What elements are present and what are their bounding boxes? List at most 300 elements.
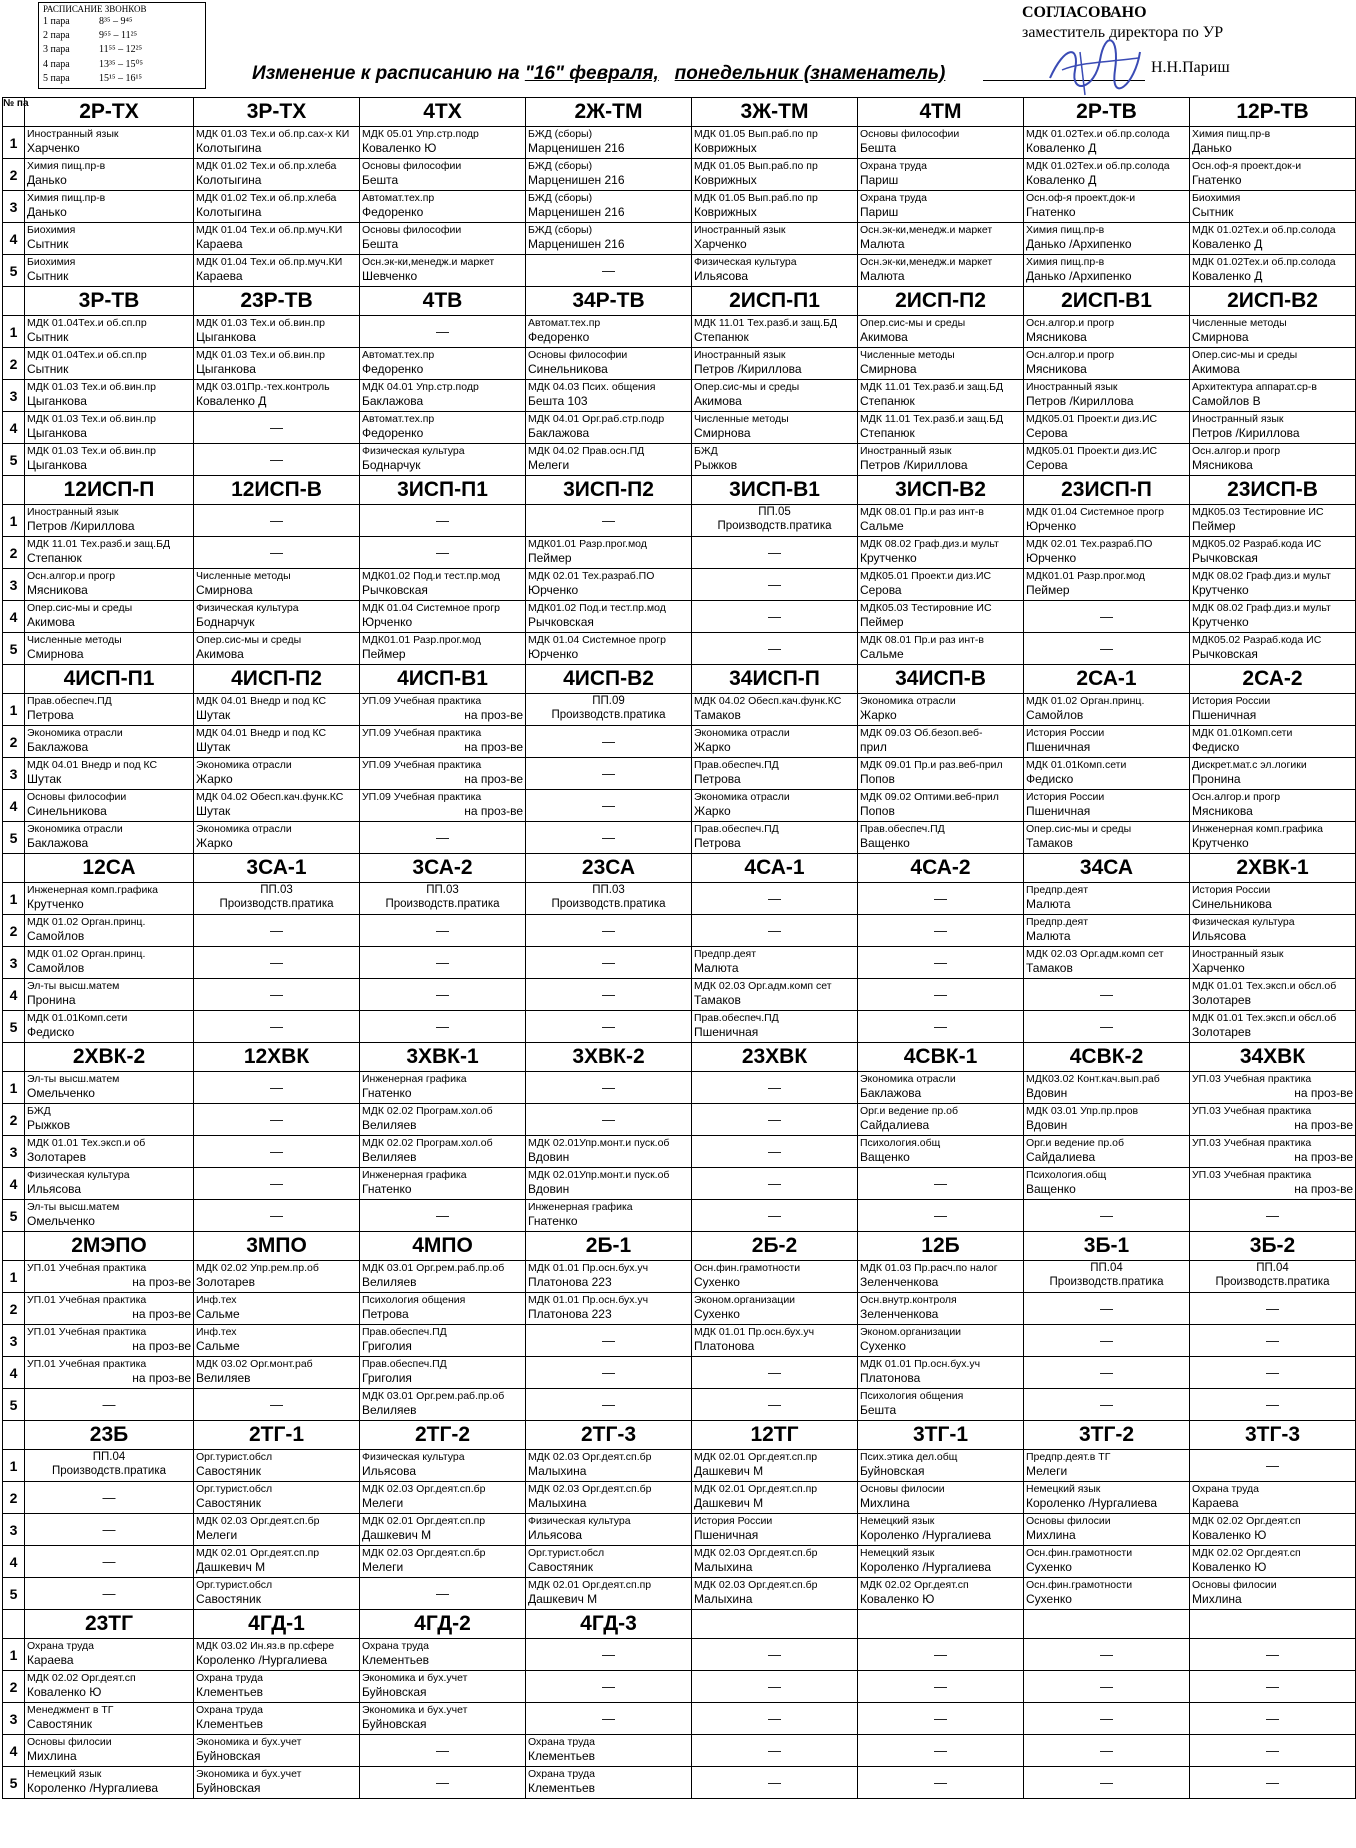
practice-cell (1190, 1072, 1356, 1104)
subject-name: МДК 01.02Тех.и об.пр.солода (1026, 128, 1170, 140)
empty-cell: — (692, 1072, 858, 1104)
lesson-cell (194, 758, 360, 790)
teacher-name: Марценишен 216 (528, 141, 625, 155)
lesson-cell (692, 726, 858, 758)
teacher-name: Сухенко (694, 1275, 740, 1289)
pair-number: 2 (3, 726, 25, 758)
lesson-cell (1190, 915, 1356, 947)
subject-name: Автомат.тех.пр (528, 317, 601, 329)
subject-name: Основы философии (528, 349, 628, 361)
empty-cell: — (1190, 1703, 1356, 1735)
teacher-name: Ващенко (860, 1150, 910, 1164)
page-title (252, 63, 945, 85)
group-header-row (3, 854, 1356, 883)
subject-name: МДК 01.01 Тех.эксп.и об (27, 1137, 146, 1149)
lesson-cell (526, 127, 692, 159)
subject-name: Химия пищ.пр-в (1026, 224, 1105, 236)
subject-name: Осн.эк-ки,менедж.и маркет (860, 224, 993, 236)
subject-name: МДК 02.02 Орг.деят.сп (1192, 1547, 1301, 1559)
group-name (1024, 1610, 1190, 1639)
empty-cell: — (194, 1011, 360, 1043)
lesson-cell (692, 1011, 858, 1043)
lesson-cell (25, 601, 194, 633)
subject-name: Биохимия (27, 256, 76, 268)
lesson-cell (858, 822, 1024, 854)
lesson-row (3, 1703, 1356, 1735)
teacher-name: Коваленко Д (1026, 173, 1097, 187)
bell-pair: 1 пара (43, 16, 70, 27)
teacher-name: Пеймер (1026, 583, 1070, 597)
teacher-name: Григолия (362, 1339, 412, 1353)
subject-name: Иностранный язык (27, 128, 119, 140)
empty-cell: — (526, 979, 692, 1011)
teacher-name: Платонова 223 (528, 1307, 612, 1321)
teacher-name: Акимова (27, 615, 75, 629)
empty-cell: — (858, 1011, 1024, 1043)
subject-name: МДК 08.02 Граф.диз.и мульт (860, 538, 999, 550)
teacher-name: Юрченко (528, 647, 579, 661)
subject-name: МДК 01.02 Орган.принц. (27, 916, 146, 928)
teacher-name: Коврижных (694, 141, 757, 155)
lesson-cell (526, 1450, 692, 1482)
empty-cell: — (526, 255, 692, 287)
empty-cell: — (360, 1200, 526, 1232)
teacher-name: Боднарчук (196, 615, 255, 629)
teacher-name: Коваленко Ю (362, 141, 437, 155)
teacher-name: Вдовин (1026, 1118, 1068, 1132)
teacher-name: Ильясова (27, 1182, 82, 1196)
teacher-name: Крутченко (27, 897, 84, 911)
teacher-name: Савостяник (27, 1717, 92, 1731)
lesson-cell (1190, 348, 1356, 380)
practice-place: на проз-ве (1294, 1118, 1353, 1132)
teacher-name: Данько (27, 173, 67, 187)
teacher-name: Баклажова (528, 426, 590, 440)
teacher-name: Вдовин (528, 1150, 570, 1164)
group-name: 2ТГ-2 (360, 1421, 526, 1450)
schedule-table (2, 97, 1356, 1799)
teacher-name: Петров /Кириллова (694, 362, 802, 376)
lesson-cell (25, 380, 194, 412)
empty-cell: — (526, 1389, 692, 1421)
empty-cell: — (1024, 1200, 1190, 1232)
lesson-cell (858, 537, 1024, 569)
teacher-name: Коваленко Д (1026, 141, 1097, 155)
lesson-cell (1190, 316, 1356, 348)
bell-pair: 5 пара (43, 72, 70, 84)
subject-name: МДК 09.03 Об.безоп.веб- (860, 727, 983, 739)
pair-number: 3 (3, 1514, 25, 1546)
teacher-name: Малюта (694, 961, 739, 975)
subject-name: Осн.фин.грамотности (1026, 1547, 1133, 1559)
empty-cell: — (1190, 1639, 1356, 1671)
subject-name: МДК 02.01Упр.монт.и пуск.об (528, 1137, 670, 1149)
lesson-cell (526, 159, 692, 191)
lesson-cell (1190, 255, 1356, 287)
teacher-name: Марценишен 216 (528, 173, 625, 187)
subject-name: Иностранный язык (860, 445, 952, 457)
subject-name: МДК 02.01 Тех.разраб.ПО (1026, 538, 1153, 550)
practice-cell (1190, 1104, 1356, 1136)
subject-name: Эл-ты высш.матем (27, 980, 120, 992)
bell-pair: 4 пара (43, 58, 70, 70)
lesson-cell (360, 601, 526, 633)
teacher-name: Серова (860, 583, 902, 597)
lesson-row (3, 1011, 1356, 1043)
lesson-cell (526, 1735, 692, 1767)
teacher-name: Смирнова (196, 583, 253, 597)
practice-name: Производств.пратика (1049, 1276, 1164, 1288)
subject-name: Экономика отрасли (27, 823, 123, 835)
teacher-name: Тамаков (1026, 961, 1073, 975)
bell-time: 11⁵⁵ – 12²⁵ (99, 44, 143, 56)
pair-number-header (3, 854, 25, 883)
subject-name: Численные методы (1192, 317, 1287, 329)
teacher-name: Мелеги (362, 1496, 404, 1510)
subject-name: Немецкий язык (1026, 1483, 1101, 1495)
subject-name: МДК 01.02 Тех.и об.пр.хлеба (196, 192, 337, 204)
lesson-cell (692, 758, 858, 790)
subject-name: МДК 02.03 Орг.деят.сп.бр (694, 1579, 818, 1591)
teacher-name: Марценишен 216 (528, 205, 625, 219)
lesson-cell (858, 1389, 1024, 1421)
practice-code: ПП.03 (260, 884, 293, 896)
teacher-name: Гнатенко (1192, 173, 1242, 187)
pair-number-header (3, 287, 25, 316)
empty-cell: — (1024, 633, 1190, 665)
empty-cell: — (1024, 979, 1190, 1011)
lesson-cell (360, 1072, 526, 1104)
teacher-name: Смирнова (27, 647, 84, 661)
subject-name: МДК 01.02 Орган.принц. (27, 948, 146, 960)
teacher-name: Сытник (27, 362, 69, 376)
empty-cell: — (25, 1482, 194, 1514)
teacher-name: Харченко (694, 237, 747, 251)
teacher-name: Гнатенко (362, 1182, 412, 1196)
lesson-cell (858, 127, 1024, 159)
practice-place: на проз-ве (1294, 1086, 1353, 1100)
group-name: 12ХВК (194, 1043, 360, 1072)
pair-number-header (3, 1421, 25, 1450)
teacher-name: Данько /Архипенко (1026, 237, 1132, 251)
empty-cell: — (858, 915, 1024, 947)
subject-name: Биохимия (1192, 192, 1241, 204)
subject-name: Охрана труда (1192, 1483, 1259, 1495)
subject-name: Прав.обеспеч.ПД (694, 1012, 779, 1024)
subject-name: МДК 02.01Упр.монт.и пуск.об (528, 1169, 670, 1181)
subject-name: Инженерная комп.графика (1192, 823, 1323, 835)
subject-name: МДК 11.01 Тех.разб.и защ.БД (694, 317, 838, 329)
teacher-name: Малыхина (528, 1464, 587, 1478)
bell-time: 13³⁵ – 15⁰⁵ (99, 58, 143, 70)
practice-cell (692, 505, 858, 537)
teacher-name: Акимова (860, 330, 908, 344)
lesson-row (3, 537, 1356, 569)
lesson-cell (1190, 979, 1356, 1011)
subject-name: Инф.тех (196, 1326, 237, 1338)
practice-cell (25, 1357, 194, 1389)
teacher-name: Дашкевич М (694, 1496, 764, 1510)
subject-name: Опер.сис-мы и среды (196, 634, 302, 646)
lesson-cell (526, 1482, 692, 1514)
group-name: 3МПО (194, 1232, 360, 1261)
practice-place: на проз-ве (464, 772, 523, 786)
subject-name: БЖД (сборы) (528, 192, 593, 204)
teacher-name: Смирнова (694, 426, 751, 440)
group-name: 12ИСП-П (25, 476, 194, 505)
subject-name: Основы филосии (1192, 1579, 1277, 1591)
lesson-cell (692, 127, 858, 159)
subject-name: Охрана труда (196, 1704, 263, 1716)
empty-cell: — (526, 1639, 692, 1671)
lesson-cell (1190, 947, 1356, 979)
teacher-name: Буйновская (860, 1464, 925, 1478)
subject-name: Автомат.тех.пр (362, 349, 435, 361)
lesson-cell (25, 1200, 194, 1232)
subject-name: Инженерная графика (362, 1169, 467, 1181)
empty-cell: — (1024, 1325, 1190, 1357)
teacher-name: Рычковская (1192, 647, 1258, 661)
teacher-name: Михлина (1192, 1592, 1242, 1606)
subject-name: Опер.сис-мы и среды (860, 317, 966, 329)
group-header-row (3, 98, 1356, 127)
empty-cell: — (360, 947, 526, 979)
subject-name: Физическая культура (694, 256, 797, 268)
lesson-cell (1024, 1482, 1190, 1514)
teacher-name: Золотарев (1192, 1025, 1251, 1039)
lesson-row (3, 1578, 1356, 1610)
lesson-cell (858, 412, 1024, 444)
group-name: 4ТХ (360, 98, 526, 127)
group-name: 4СВК-1 (858, 1043, 1024, 1072)
subject-name: Эл-ты высш.матем (27, 1201, 120, 1213)
empty-cell: — (194, 915, 360, 947)
bell-row (43, 58, 201, 72)
subject-name: МДК05.03 Тестировние ИС (860, 602, 992, 614)
subject-name: Психология общения (362, 1294, 466, 1306)
lesson-cell (1024, 883, 1190, 915)
lesson-cell (1024, 444, 1190, 476)
lesson-cell (692, 159, 858, 191)
lesson-cell (692, 822, 858, 854)
teacher-name: Шутак (196, 708, 231, 722)
lesson-cell (1024, 1578, 1190, 1610)
empty-cell: — (858, 947, 1024, 979)
subject-name: МДК 01.01 Пр.осн.бух.уч (528, 1262, 649, 1274)
teacher-name: Малыхина (694, 1592, 753, 1606)
empty-cell: — (194, 979, 360, 1011)
lesson-cell (194, 1578, 360, 1610)
lesson-cell (858, 255, 1024, 287)
teacher-name: Синельникова (528, 362, 608, 376)
lesson-cell (858, 223, 1024, 255)
group-name: 3ИСП-В1 (692, 476, 858, 505)
group-name: 2ХВК-2 (25, 1043, 194, 1072)
subject-name: МДК 02.02 Програм.хол.об (362, 1105, 493, 1117)
teacher-name: Цыганкова (27, 394, 87, 408)
group-name: 3ТГ-2 (1024, 1421, 1190, 1450)
teacher-name: Бешта (362, 237, 399, 251)
empty-cell: — (25, 1389, 194, 1421)
lesson-row (3, 191, 1356, 223)
teacher-name: Колотыгина (196, 173, 262, 187)
lesson-cell (1024, 255, 1190, 287)
lesson-cell (25, 223, 194, 255)
lesson-row (3, 223, 1356, 255)
lesson-cell (194, 1671, 360, 1703)
teacher-name: Акимова (196, 647, 244, 661)
pair-number: 3 (3, 569, 25, 601)
teacher-name: Савостяник (196, 1464, 261, 1478)
subject-name: МДК 01.04 Системное прогр (362, 602, 500, 614)
teacher-name: Пшеничная (1026, 804, 1091, 818)
pair-number: 3 (3, 191, 25, 223)
teacher-name: Буйновская (362, 1717, 427, 1731)
teacher-name: Петров /Кириллова (1026, 394, 1134, 408)
teacher-name: Париш (860, 205, 899, 219)
group-name: 4СА-1 (692, 854, 858, 883)
subject-name: Орг.турист.обсл (196, 1579, 273, 1591)
subject-name: Основы философии (362, 160, 462, 172)
practice-cell (194, 883, 360, 915)
empty-cell: — (194, 947, 360, 979)
lesson-cell (858, 505, 1024, 537)
empty-cell: — (1024, 1767, 1190, 1799)
lesson-cell (858, 348, 1024, 380)
subject-name: МДК 02.03 Орг.деят.сп.бр (362, 1547, 486, 1559)
group-header-row (3, 1043, 1356, 1072)
group-name: 34ИСП-П (692, 665, 858, 694)
teacher-name: Данько /Архипенко (1026, 269, 1132, 283)
subject-name: МДК 08.02 Граф.диз.и мульт (1192, 602, 1331, 614)
subject-name: МДК 02.03 Орг.деят.сп.бр (528, 1483, 652, 1495)
approval-heading: СОГЛАСОВАНО (1022, 4, 1147, 21)
lesson-row (3, 822, 1356, 854)
lesson-cell (692, 444, 858, 476)
lesson-row (3, 1639, 1356, 1671)
lesson-cell (360, 223, 526, 255)
subject-name: МДК 04.01 Внедр и под КС (196, 727, 327, 739)
group-name: 3ТГ-3 (1190, 1421, 1356, 1450)
teacher-name: Тамаков (694, 708, 741, 722)
lesson-row (3, 1514, 1356, 1546)
pair-number: 1 (3, 1261, 25, 1293)
pair-number: 1 (3, 1639, 25, 1671)
subject-name: Прав.обеспеч.ПД (362, 1358, 447, 1370)
lesson-cell (25, 1168, 194, 1200)
lesson-cell (25, 790, 194, 822)
subject-name: Иностранный язык (27, 506, 119, 518)
lesson-cell (1024, 505, 1190, 537)
practice-cell (25, 1450, 194, 1482)
teacher-name: Крутченко (1192, 615, 1249, 629)
subject-name: Физическая культура (1192, 916, 1295, 928)
lesson-cell (1024, 1450, 1190, 1482)
subject-name: Осн.алгор.и прогр (1192, 791, 1281, 803)
teacher-name: Мясникова (1026, 362, 1087, 376)
empty-cell: — (692, 883, 858, 915)
empty-cell: — (692, 601, 858, 633)
group-name: 2ИСП-В2 (1190, 287, 1356, 316)
teacher-name: Акимова (694, 394, 742, 408)
group-name: 3ИСП-В2 (858, 476, 1024, 505)
group-header-row (3, 476, 1356, 505)
lesson-cell (360, 412, 526, 444)
lesson-cell (1190, 694, 1356, 726)
lesson-cell (194, 223, 360, 255)
lesson-cell (1190, 758, 1356, 790)
teacher-name: Серова (1026, 458, 1068, 472)
lesson-row (3, 255, 1356, 287)
teacher-name: Цыганкова (27, 458, 87, 472)
empty-cell: — (360, 915, 526, 947)
subject-name: Экономика отрасли (694, 791, 790, 803)
empty-cell: — (692, 1104, 858, 1136)
lesson-cell (858, 444, 1024, 476)
pair-number: 3 (3, 1325, 25, 1357)
subject-name: МДК 02.03 Орг.адм.комп сет (1026, 948, 1164, 960)
teacher-name: Савостяник (528, 1560, 593, 1574)
teacher-name: Сытник (27, 269, 69, 283)
lesson-cell (360, 1450, 526, 1482)
practice-name: УП.09 Учебная практика (362, 791, 482, 803)
lesson-cell (360, 348, 526, 380)
subject-name: Экономика отрасли (27, 727, 123, 739)
teacher-name: Мелеги (528, 458, 570, 472)
pair-number: 2 (3, 1671, 25, 1703)
empty-cell: — (1190, 1389, 1356, 1421)
teacher-name: Коваленко Ю (860, 1592, 935, 1606)
lesson-cell (194, 1703, 360, 1735)
group-header-row (3, 1610, 1356, 1639)
teacher-name: Сухенко (860, 1339, 906, 1353)
teacher-name: Золотарев (1192, 993, 1251, 1007)
empty-cell: — (692, 1639, 858, 1671)
subject-name: Менеджмент в ТГ (27, 1704, 114, 1716)
lesson-cell (25, 1671, 194, 1703)
lesson-row (3, 569, 1356, 601)
empty-cell: — (1190, 1357, 1356, 1389)
subject-name: Иностранный язык (694, 349, 786, 361)
subject-name: МДК 02.01 Орг.деят.сп.пр (694, 1451, 818, 1463)
subject-name: Иностранный язык (1192, 413, 1284, 425)
practice-cell (25, 1293, 194, 1325)
teacher-name: Рыжков (694, 458, 738, 472)
lesson-row (3, 601, 1356, 633)
lesson-row (3, 947, 1356, 979)
pair-number: 1 (3, 1450, 25, 1482)
practice-cell (1190, 1136, 1356, 1168)
pair-number: 2 (3, 537, 25, 569)
lesson-row (3, 1200, 1356, 1232)
subject-name: МДК05.01 Проект.и диз.ИС (1026, 445, 1158, 457)
teacher-name: Федоренко (362, 362, 424, 376)
lesson-cell (692, 316, 858, 348)
teacher-name: Жарко (860, 708, 897, 722)
teacher-name: Цыганкова (27, 426, 87, 440)
practice-place: на проз-ве (464, 740, 523, 754)
subject-name: МДК05.01 Проект.и диз.ИС (860, 570, 992, 582)
pair-number: 5 (3, 444, 25, 476)
pair-number: 3 (3, 1703, 25, 1735)
group-name: 23ХВК (692, 1043, 858, 1072)
lesson-cell (692, 947, 858, 979)
teacher-name: Попов (860, 804, 895, 818)
lesson-cell (692, 1546, 858, 1578)
empty-cell: — (858, 1671, 1024, 1703)
lesson-row (3, 1735, 1356, 1767)
practice-name: УП.09 Учебная практика (362, 759, 482, 771)
